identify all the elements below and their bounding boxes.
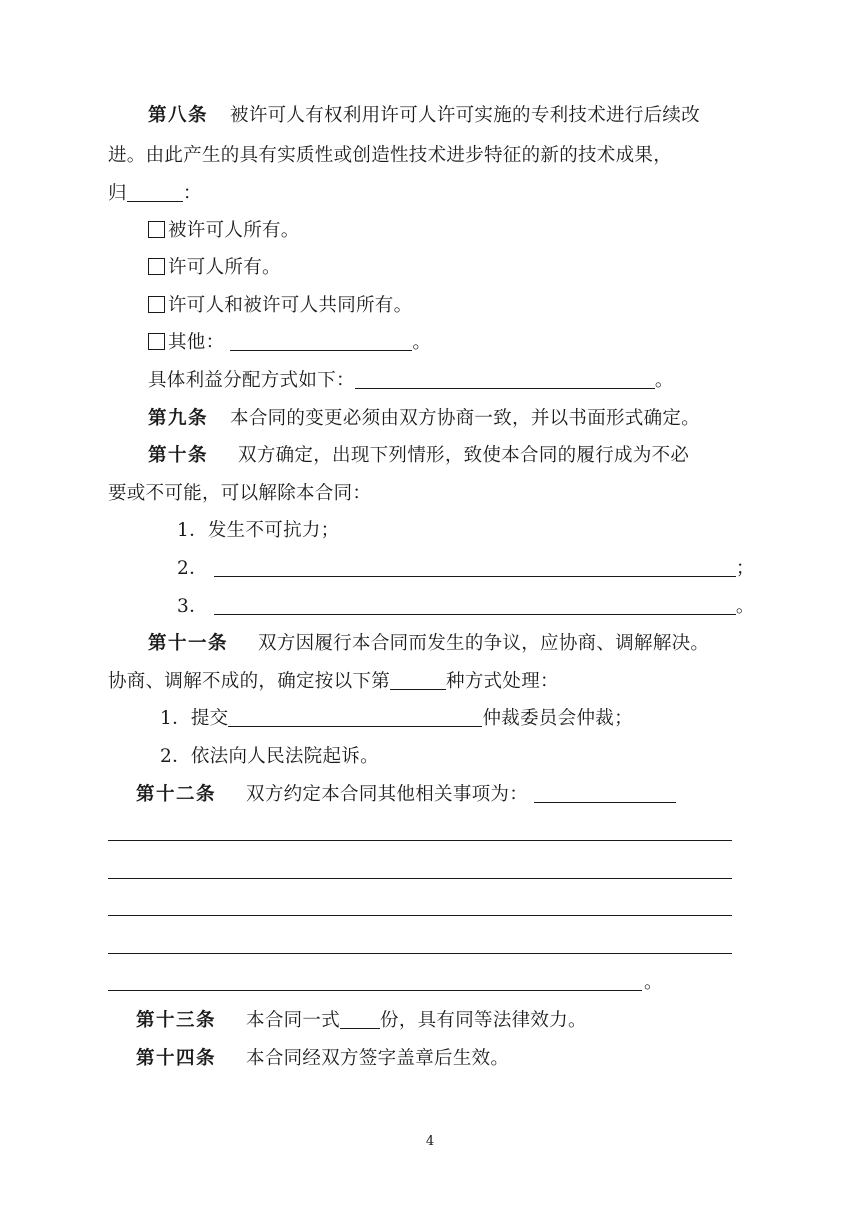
- method-blank[interactable]: [390, 670, 446, 690]
- article-8-text: 被许可人有权利用许可人许可实施的专利技术进行后续改: [230, 105, 701, 126]
- option-licensor: 许可人所有。: [148, 255, 281, 281]
- article-8-line-1: [148, 103, 700, 129]
- fill-line-2[interactable]: [108, 878, 732, 879]
- checkbox-licensor[interactable]: [148, 258, 165, 275]
- article-9-heading: 第九条: [148, 408, 209, 429]
- article-12: 第十二条 双方约定本合同其他相关事项为：: [136, 782, 676, 808]
- option-other: 其他： 。: [148, 330, 431, 356]
- article-11-item-1: 1．提交 仲裁委员会仲裁；: [160, 708, 633, 729]
- article-12-heading: 第十二条: [136, 784, 217, 805]
- article-14: 第十四条 本合同经双方签字盖章后生效。: [136, 1048, 510, 1069]
- article-10-item-1: 1．发生不可抗力；: [177, 520, 340, 541]
- article-11-line-2: 协商、调解不成的，确定按以下第 种方式处理：: [108, 671, 559, 692]
- arbitration-blank[interactable]: [228, 707, 482, 727]
- fill-line-5[interactable]: [108, 990, 642, 991]
- fill-line-4[interactable]: [108, 953, 732, 954]
- article-8-heading: 第八条: [148, 105, 209, 126]
- article-8-line-2: 进。由此产生的具有实质性或创造性技术进步特征的新的技术成果，: [108, 145, 673, 166]
- article-8-line-3: 归 ：: [108, 183, 202, 204]
- article-10-item-2: 2． ；: [177, 558, 755, 579]
- page-number: 4: [425, 1134, 435, 1149]
- option-joint: 许可人和被许可人共同所有。: [148, 293, 412, 319]
- checkbox-licensee[interactable]: [148, 221, 165, 238]
- article-10-heading: 第十条: [148, 445, 209, 466]
- checkbox-other[interactable]: [148, 333, 165, 350]
- article-13-heading: 第十三条: [136, 1010, 217, 1031]
- article-10-line-1: 第十条 双方确定，出现下列情形，致使本合同的履行成为不必: [148, 445, 690, 466]
- option-licensee: 被许可人所有。: [148, 218, 300, 244]
- article-11-line-1: 第十一条 双方因履行本合同而发生的争议，应协商、调解解决。: [148, 633, 710, 654]
- checkbox-joint[interactable]: [148, 296, 165, 313]
- fill-line-1[interactable]: [108, 840, 732, 841]
- article-11-heading: 第十一条: [148, 633, 229, 654]
- article-13: 第十三条 本合同一式 份，具有同等法律效力。: [136, 1010, 587, 1031]
- other-blank[interactable]: [230, 331, 412, 351]
- distribution-line: 具体利益分配方式如下： 。: [148, 370, 674, 391]
- distribution-blank[interactable]: [355, 369, 655, 389]
- article-10-line-2: 要或不可能，可以解除本合同：: [108, 483, 372, 504]
- fill-line-3[interactable]: [108, 915, 732, 916]
- ownership-blank[interactable]: [127, 182, 183, 202]
- article-11-item-2: 2．依法向人民法院起诉。: [160, 746, 379, 767]
- copies-blank[interactable]: [340, 1009, 380, 1029]
- article-14-heading: 第十四条: [136, 1048, 217, 1069]
- article-10-item-3: 3． 。: [177, 596, 755, 617]
- other-matters-blank[interactable]: [534, 783, 676, 803]
- article-9: 第九条 本合同的变更必须由双方协商一致，并以书面形式确定。: [148, 408, 701, 429]
- article-12-end-mark: 。: [644, 972, 663, 993]
- item-2-blank[interactable]: [214, 557, 736, 577]
- item-3-blank[interactable]: [214, 595, 736, 615]
